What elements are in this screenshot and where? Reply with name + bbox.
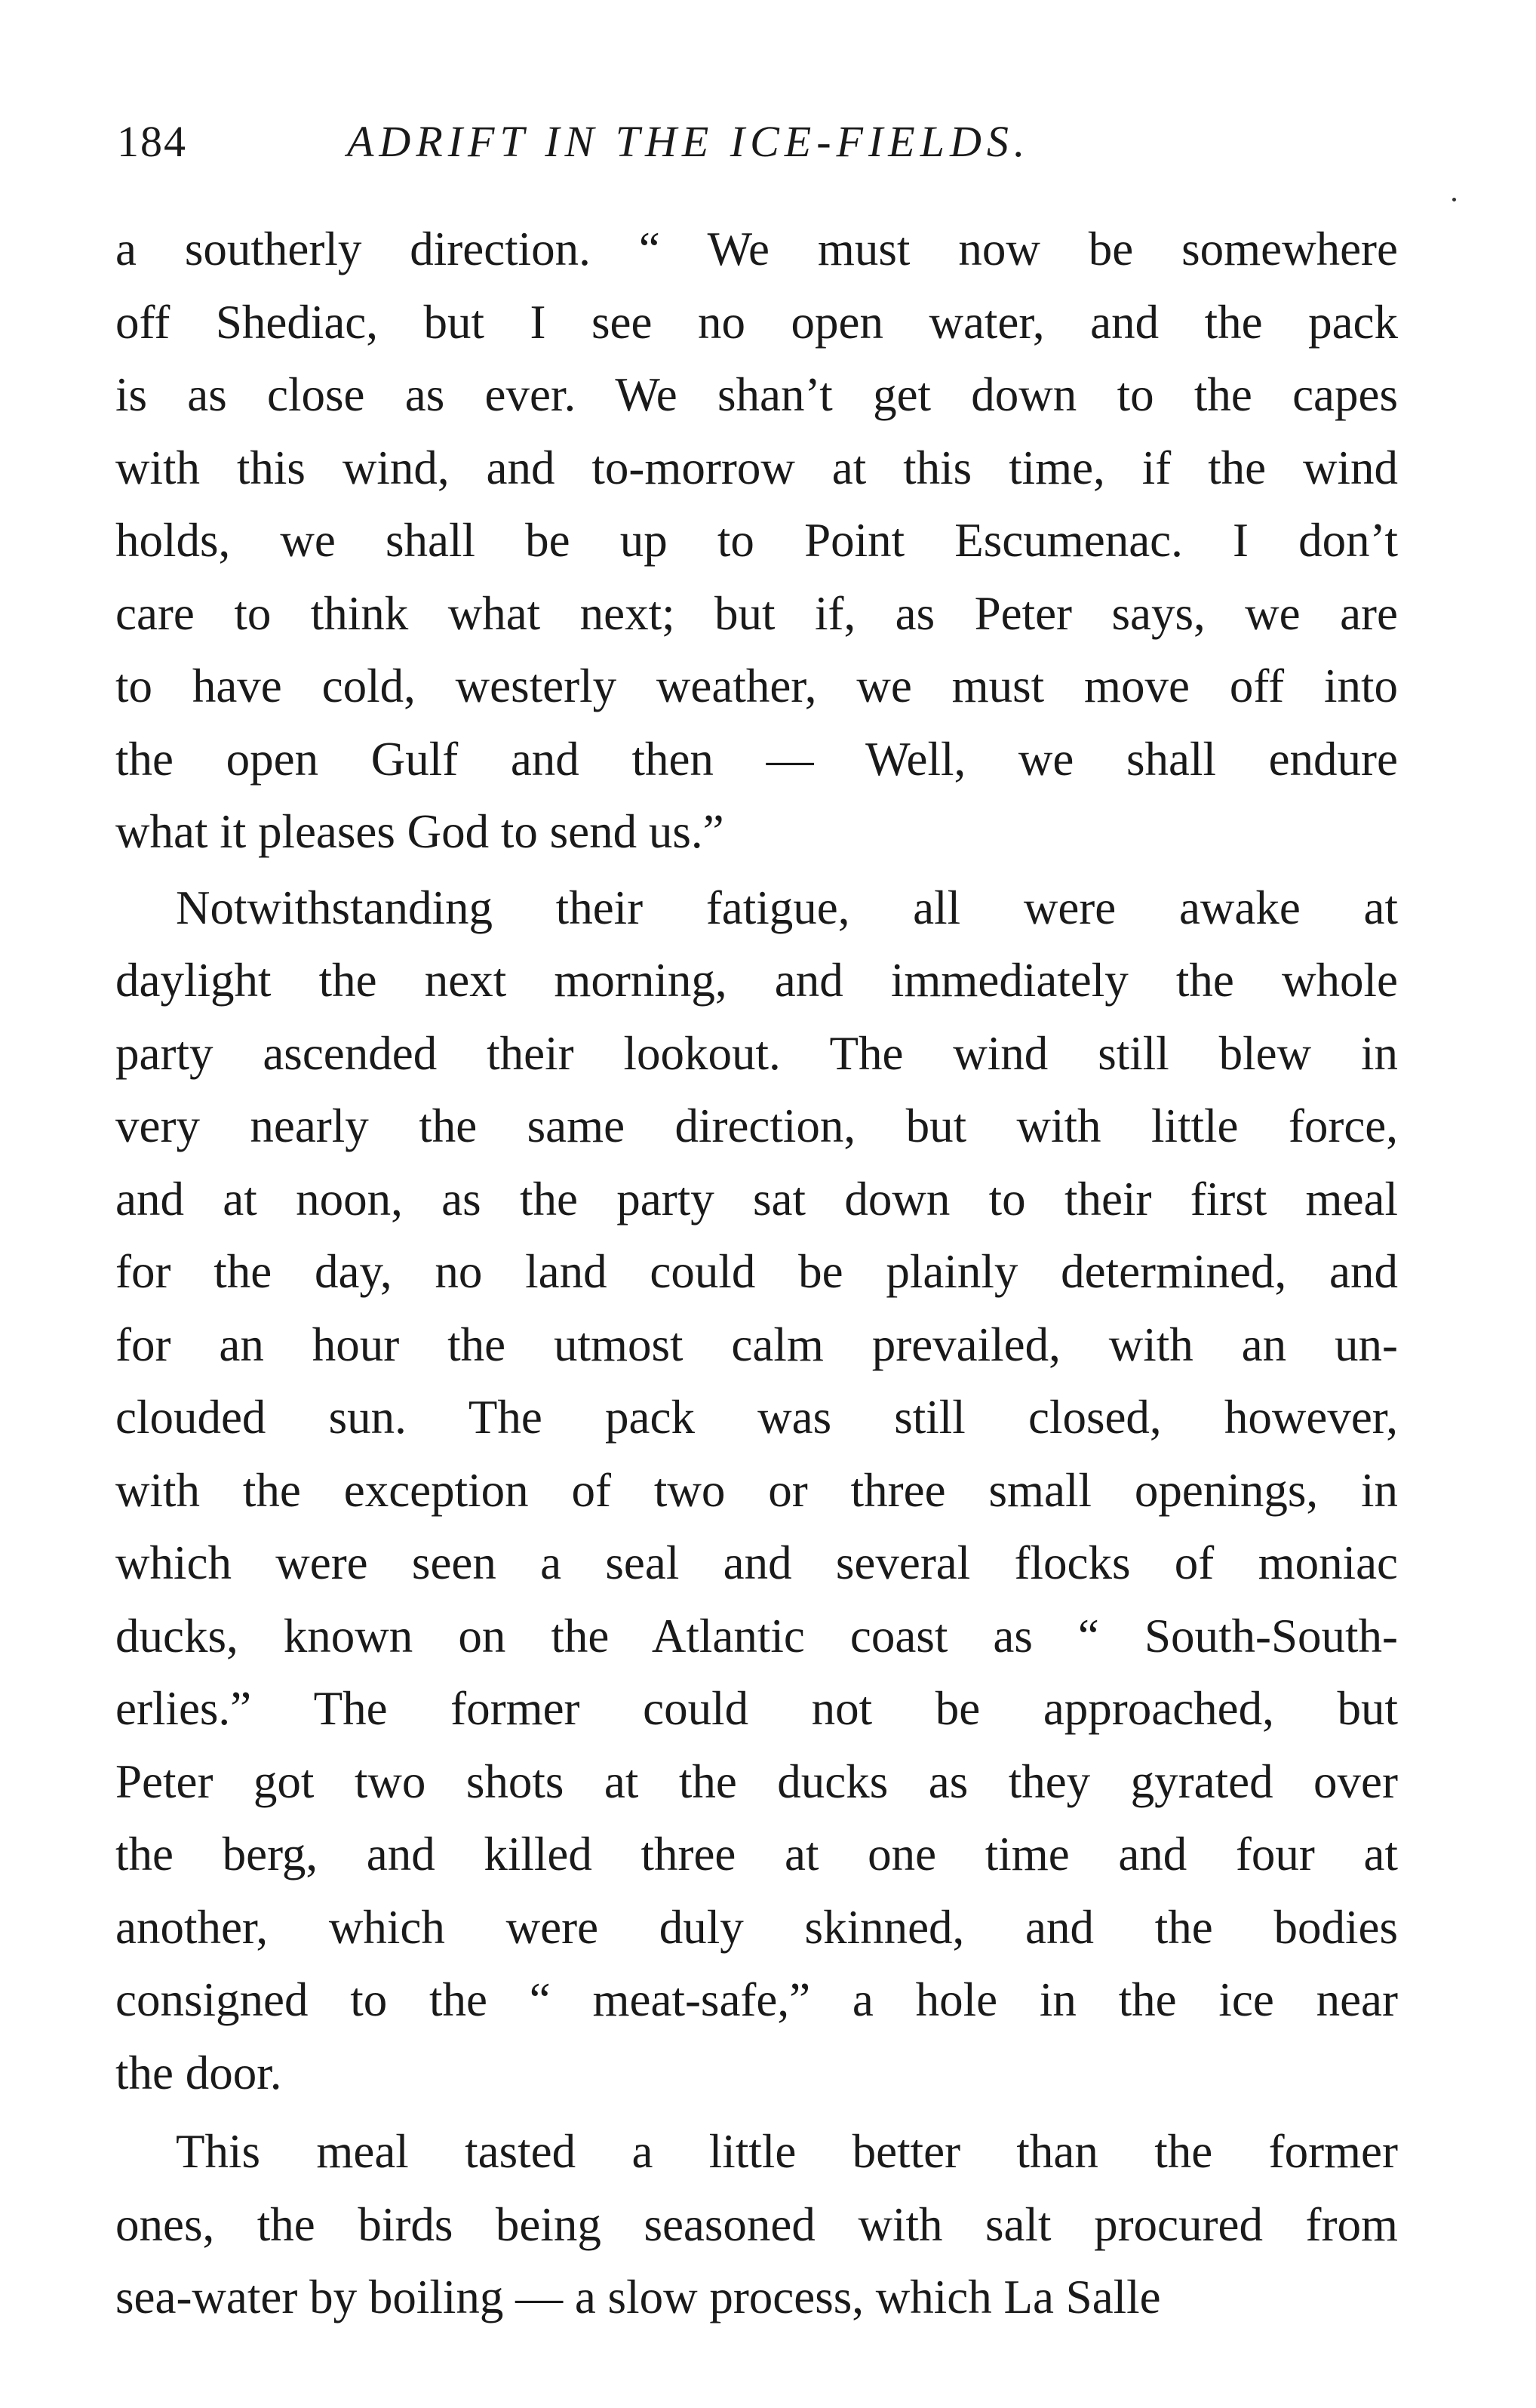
text-line: for the day, no land could be plainly determined, and [115,1245,1398,1298]
text-line: another, which were duly skinned, and the bodies [115,1900,1398,1954]
text-line: This meal tasted a little better than the former [176,2125,1398,2178]
text-line: holds, we shall be up to Point Escumenac. I don’t [115,514,1398,567]
text-line: ducks, known on the Atlantic coast as “ South-South- [115,1609,1398,1662]
text-line: off Shediac, but I see no open water, and the pack [115,295,1398,349]
text-line: the door. [115,2046,282,2099]
running-head: ADRIFT IN THE ICE-FIELDS. [347,117,1031,166]
page-header [117,112,1399,172]
text-line: and at noon, as the party sat down to their first meal [115,1172,1398,1226]
paragraph [115,2115,1398,2334]
text-line: the berg, and killed three at one time and four at [115,1828,1398,1881]
text-line: is as close as ever. We shan’t get down to the capes [115,368,1398,421]
text-line: to have cold, westerly weather, we must move off into [115,660,1398,712]
text-line: daylight the next morning, and immediately the whole [115,954,1398,1007]
paragraph [115,872,1398,2110]
text-line: a southerly direction. “ We must now be somewhere [115,223,1398,275]
body-text [115,213,1398,2334]
paragraph [115,213,1398,869]
text-line: what it pleases God to send us.” [115,805,724,858]
text-line: Peter got two shots at the ducks as they gyrated over [115,1754,1398,1808]
text-line: ones, the birds being seasoned with salt procured from [115,2197,1398,2251]
text-line: erlies.” The former could not be approached, but [115,1682,1398,1735]
text-line: for an hour the utmost calm prevailed, with an un- [115,1318,1398,1371]
text-line: the open Gulf and then — Well, we shall endure [115,732,1398,786]
text-line: consigned to the “ meat-safe,” a hole in the ice near [115,1973,1398,2026]
text-line: very nearly the same direction, but with little force, [115,1099,1398,1152]
ink-speck [1452,198,1456,201]
text-line: with this wind, and to-morrow at this time, if the wind [115,441,1398,494]
text-line: party ascended their lookout. The wind still blew in [115,1026,1398,1080]
text-line: Notwithstanding their fatigue, all were awake at [176,881,1398,934]
text-line: clouded sun. The pack was still closed, however, [115,1391,1398,1444]
text-line: sea-water by boiling — a slow process, which La Salle [115,2271,1161,2323]
text-line: care to think what next; but if, as Peter says, we are [115,586,1398,640]
text-line: which were seen a seal and several flocks of moniac [115,1536,1398,1589]
page-number: 184 [117,117,187,166]
text-line: with the exception of two or three small openings, in [115,1463,1398,1517]
